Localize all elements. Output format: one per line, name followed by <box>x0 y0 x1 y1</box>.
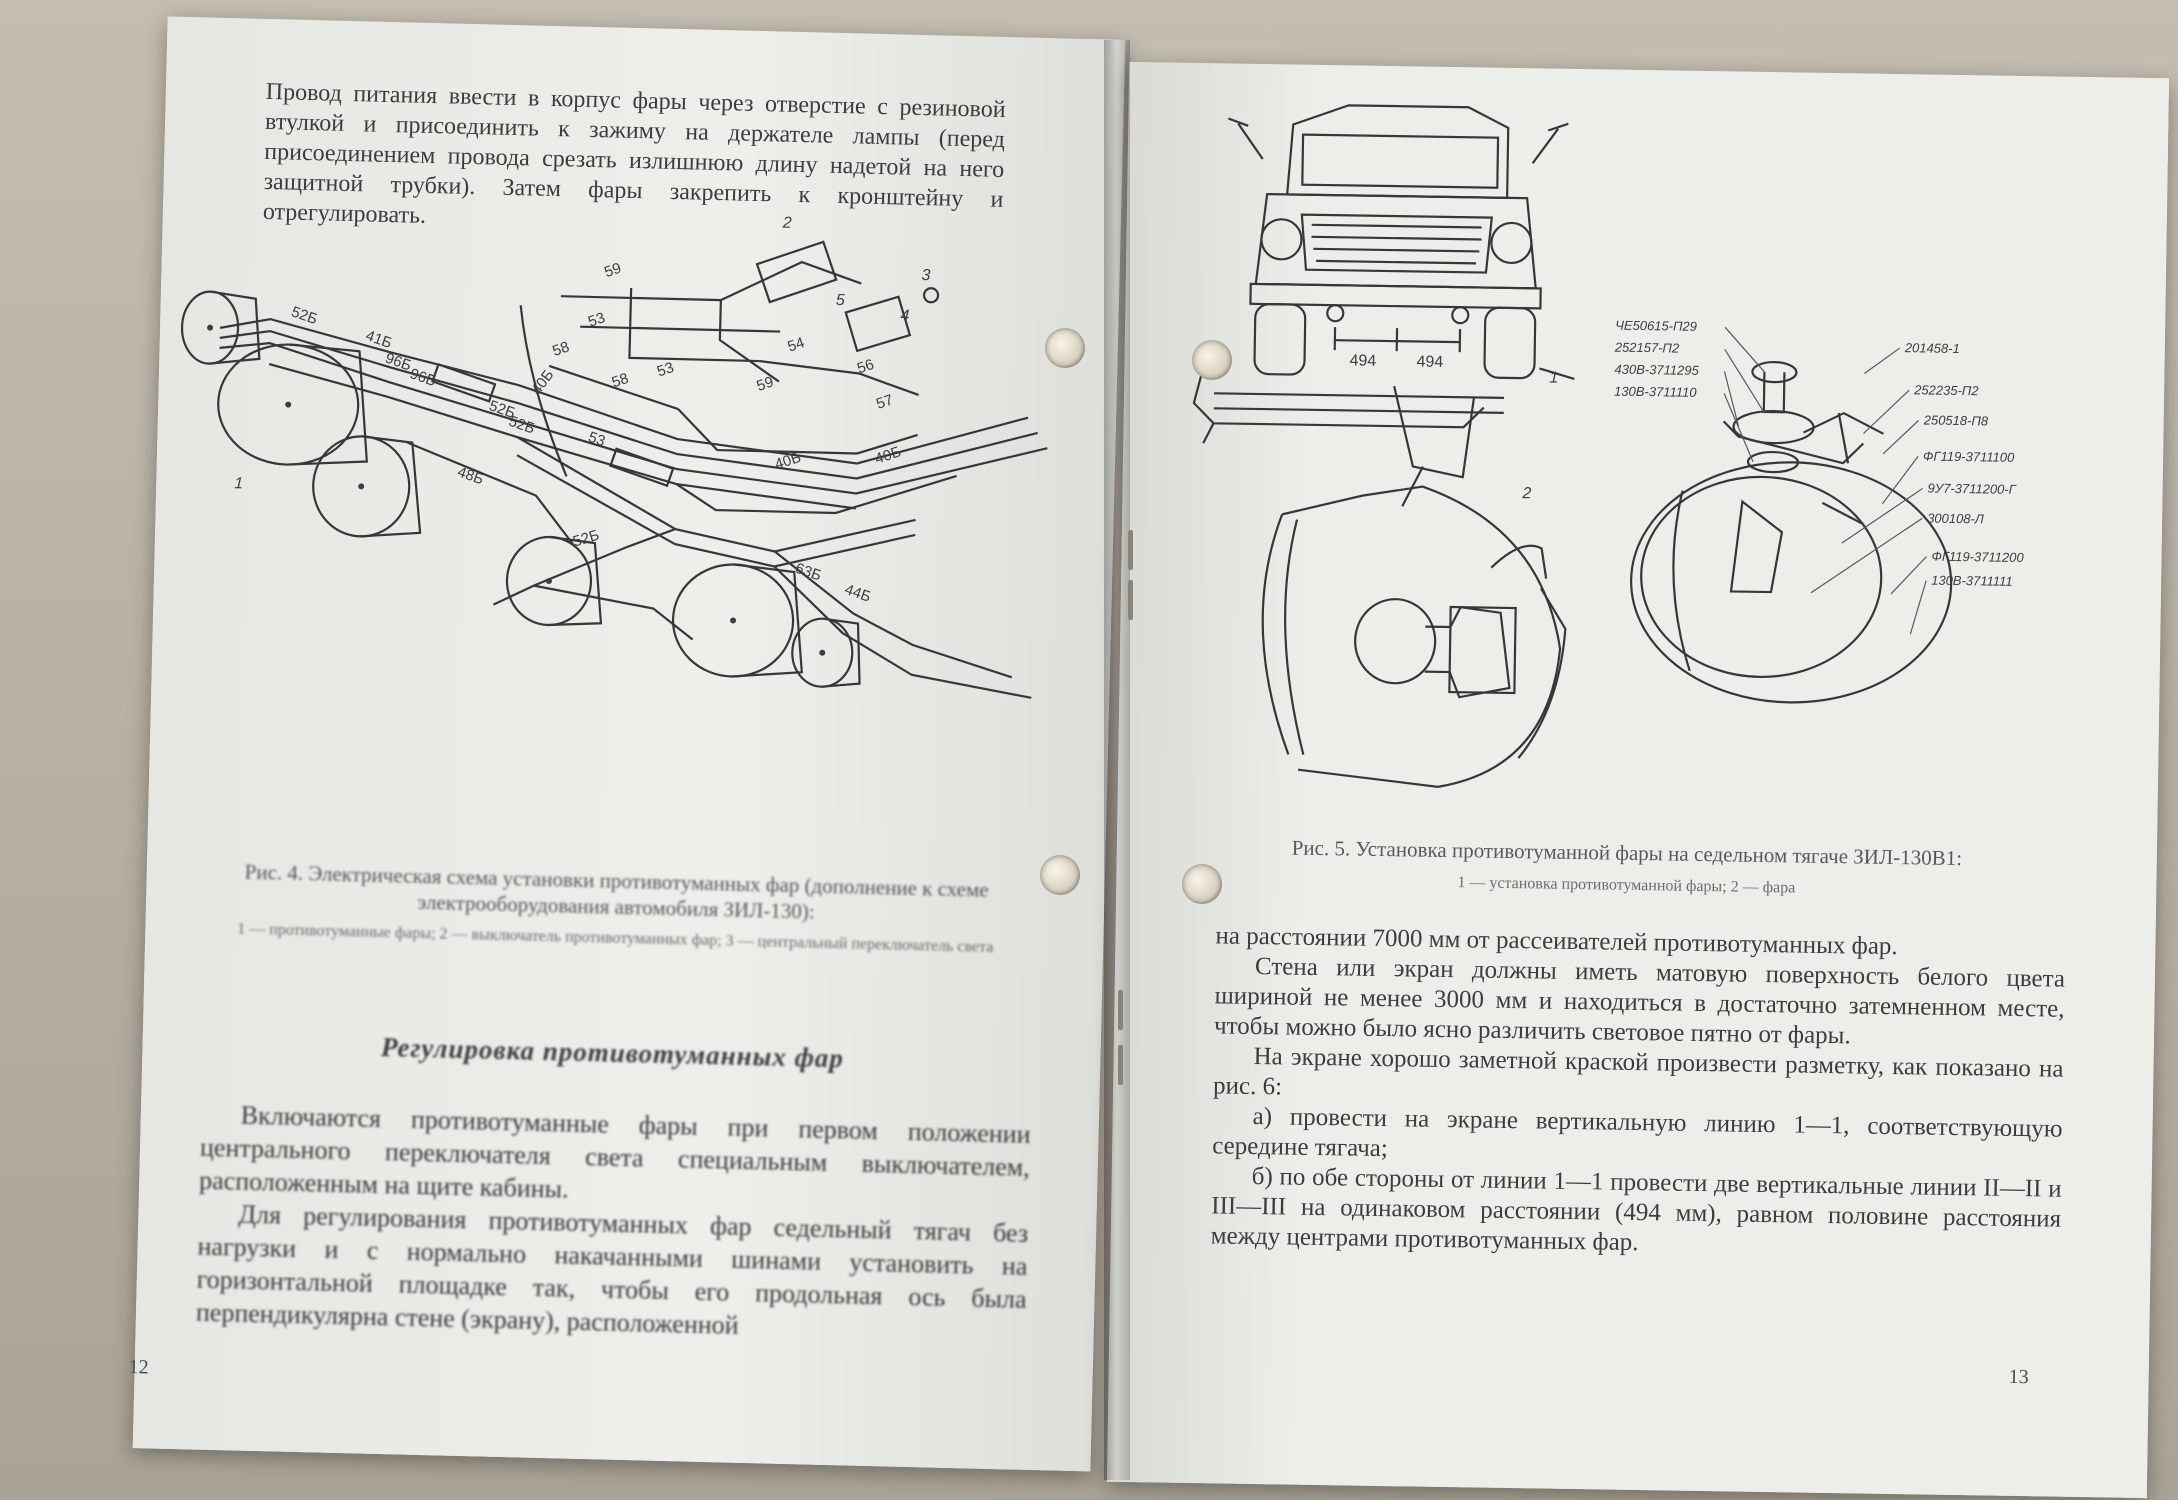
dimension-label-left: 494 <box>1349 352 1377 370</box>
part-number-label: 201458-1 <box>1904 340 1960 356</box>
wire-label: 53 <box>586 428 608 451</box>
callout-4: 4 <box>900 307 910 325</box>
page-number-left: 12 <box>128 1355 149 1379</box>
wire-label: 52Б <box>289 303 320 329</box>
wire-label: 56 <box>854 355 877 378</box>
left-paragraph-2: Для регулирования противотуманных фар седельный тягач без нагрузки и с нормально накачанными шинами установить на горизонтальной площадке так, чтобы его продольная ось была перпендикулярна стене (экрану), расположенной <box>195 1199 1029 1340</box>
callout-3: 3 <box>921 267 931 285</box>
staple-icon <box>1118 1045 1123 1085</box>
part-number-label: 9У7-3711200-Г <box>1927 480 2016 497</box>
figure-4-legend: 1 — противотуманные фары; 2 — выключатель противотуманных фар; 3 — центральный переключатель света <box>236 920 994 956</box>
wiring-diagram-figure <box>147 17 1125 880</box>
wire-label: 52Б <box>506 412 538 438</box>
figure-5-legend: 1 — установка противотуманной фары; 2 — фара <box>1457 874 1796 897</box>
staple-icon <box>1128 580 1133 620</box>
punch-hole-icon <box>1192 340 1232 380</box>
book-spine-shadow <box>1104 40 1130 1480</box>
wire-label: 59 <box>602 259 624 282</box>
page-number-right: 13 <box>2008 1365 2029 1389</box>
wire-label: 96Б <box>382 349 414 375</box>
wire-label: 40Б <box>872 443 904 468</box>
list-item-a: а) провести на экране вертикальную линию 1—1, соответствующую середине тягача; <box>1211 1102 2063 1163</box>
right-paragraph-1: на расстоянии 7000 мм от рассеивателей противотуманных фар. <box>1215 922 1898 961</box>
wire-label: 52Б <box>571 526 602 551</box>
part-number-label: 430В-3711295 <box>1614 361 1699 378</box>
staple-icon <box>1118 990 1123 1030</box>
right-paragraph-3: На экране хорошо заметной краской произвести разметку, как показано на рис. 6: <box>1212 1042 2064 1101</box>
callout-1: 1 <box>1549 369 1559 387</box>
section-heading: Регулировка противотуманных фар <box>380 1032 845 1074</box>
part-number-label: ФГ119-3711200 <box>1931 548 2024 566</box>
wire-label: 44Б <box>842 580 874 606</box>
left-paragraph-1: Включаются противотуманные фары при первом положении центрального переключателя света специальным выключателем, расположенным на щите кабины. <box>198 1100 1031 1204</box>
figure-4-caption: Рис. 4. Электрическая схема установки противотуманных фар (дополнение к схеме электрооборудования автомобиля ЗИЛ-130): <box>244 859 989 924</box>
dimension-label-right: 494 <box>1416 353 1444 371</box>
wire-label: 53 <box>654 358 677 381</box>
wire-label: 40Б <box>528 366 558 399</box>
left-page <box>128 17 1126 1472</box>
wire-label: 48Б <box>455 463 486 489</box>
list-item-b: б) по обе стороны от линии 1—1 провести две вертикальные линии II—II и III—III на одинаковом расстоянии (494 мм), равном половине расстояния между центрами противотуманных фар. <box>1210 1162 2062 1257</box>
part-number-label: 130В-3711110 <box>1613 383 1697 400</box>
intro-paragraph: Провод питания ввести в корпус фары через отверстие с резиновой втулкой и присоединить к зажиму на держателе лампы (перед присоединением провода срезать излишнюю длину надетой на него защитной трубки). Затем фары закрепить к кронштейну и отрегулировать. <box>262 78 1006 229</box>
callout-5: 5 <box>835 291 846 310</box>
callout-2: 2 <box>1522 485 1532 503</box>
right-page <box>1107 62 2169 1498</box>
wire-label: 54 <box>785 334 807 356</box>
right-paragraph-2: Стена или экран должны иметь матовую поверхность белого цвета шириной не менее 3000 мм и находиться в достаточно затемненном месте, чтобы можно было ясно различить световое пятно от фары. <box>1213 953 2066 1050</box>
figure-5-caption: Рис. 5. Установка противотуманной фары на седельном тягаче ЗИЛ-130В1: <box>1291 835 1963 871</box>
part-number-label: 130В-3711111 <box>1931 572 2013 589</box>
part-number-label: ФГ119-3711100 <box>1923 448 2015 465</box>
punch-hole-icon <box>1040 855 1080 895</box>
part-number-label: 252157-П2 <box>1614 339 1680 356</box>
wire-label: 63Б <box>792 559 824 585</box>
part-number-label: 250518-П8 <box>1923 412 1989 429</box>
punch-hole-icon <box>1045 328 1085 368</box>
part-number-label: 252235-П2 <box>1914 382 1979 399</box>
callout-1: 1 <box>234 475 244 493</box>
wire-label: 58 <box>609 369 631 392</box>
wire-label: 96Б <box>407 365 439 391</box>
wire-label: 40Б <box>772 448 804 474</box>
punch-hole-icon <box>1182 864 1222 904</box>
part-number-label: ЧЕ50615-П29 <box>1615 317 1698 334</box>
right-body-text <box>1211 921 2066 1264</box>
wire-label: 53 <box>586 309 608 331</box>
wire-label: 57 <box>874 391 896 413</box>
fog-lamp-installation-figure <box>1117 62 2169 858</box>
callout-2: 2 <box>782 214 792 232</box>
left-body-text <box>196 1098 1031 1349</box>
part-number-label: 300108-Л <box>1927 510 1984 527</box>
wire-label: 41Б <box>363 327 395 353</box>
staple-icon <box>1128 530 1133 570</box>
wire-label: 58 <box>550 338 572 360</box>
wire-label: 52Б <box>486 397 518 423</box>
wire-label: 59 <box>754 373 776 395</box>
